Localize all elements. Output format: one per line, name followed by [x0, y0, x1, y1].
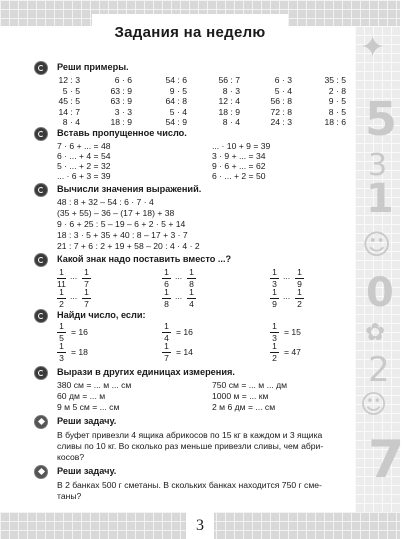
fraction [57, 268, 66, 289]
comparison-dots: ... [175, 271, 183, 281]
fraction-denominator: 2 [297, 299, 302, 309]
decor-digit-3: 3 [368, 148, 388, 183]
s1-example: 12 : 3 [58, 75, 80, 85]
s1-example: 35 : 5 [324, 75, 346, 85]
decor-smiley-icon-2: ☺ [360, 390, 388, 420]
fraction [295, 288, 304, 309]
s1-example: 24 : 3 [270, 117, 292, 127]
section-5-title: Найди число, если: [57, 310, 146, 320]
s2-right-2: 9 · 6 + ... = 62 [212, 161, 266, 171]
s1-example: 5 · 4 [169, 106, 187, 117]
s2-left-0: 7 · 6 + ... = 48 [57, 141, 111, 151]
fraction-denominator: 6 [164, 279, 169, 289]
fraction [82, 288, 91, 309]
s1-example: 6 · 6 [114, 75, 132, 85]
s1-example: 54 : 9 [165, 117, 187, 127]
fraction [187, 288, 196, 309]
s1-example: 64 : 8 [165, 96, 187, 106]
s3-line-0: 48 : 8 + 32 – 54 : 6 · 7 · 4 [57, 197, 154, 207]
fraction-denominator: 11 [57, 279, 66, 289]
s1-example: 9 · 5 [328, 96, 346, 106]
s3-line-2: 9 · 6 + 25 : 5 – 19 – 6 + 2 · 5 + 14 [57, 219, 186, 229]
s6-right-2: 2 м 6 дм = ... см [212, 402, 276, 412]
fraction [162, 268, 171, 289]
fraction-numerator: 1 [84, 267, 89, 277]
fraction-denominator: 3 [272, 279, 277, 289]
s1-example: 2 · 8 [328, 85, 346, 96]
s6-left-0: 380 см = ... м ... см [57, 380, 132, 390]
fraction-denominator: 7 [84, 279, 89, 289]
fraction-numerator: 1 [189, 287, 194, 297]
s2-right-3: 6 · ... + 2 = 50 [212, 171, 266, 181]
fraction-numerator: 1 [164, 267, 169, 277]
s2-left-3: ... · 6 + 3 = 39 [57, 171, 111, 181]
s1-example: 56 : 8 [270, 96, 292, 106]
equation-value: = 47 [284, 347, 301, 357]
fraction-numerator: 1 [84, 287, 89, 297]
comparison-dots: ... [283, 291, 291, 301]
s1-example: 8 · 4 [62, 117, 80, 127]
fraction-denominator: 5 [59, 333, 64, 343]
fraction-denominator: 9 [272, 299, 277, 309]
fraction-numerator: 1 [272, 321, 277, 331]
section-8-title: Реши задачу. [57, 466, 117, 476]
fraction-numerator: 1 [297, 267, 302, 277]
fraction [57, 288, 66, 309]
s2-left-1: 6 · ... + 4 = 54 [57, 151, 111, 161]
decor-star-icon: ✦ [360, 30, 386, 65]
fraction [270, 288, 279, 309]
fraction [162, 322, 171, 343]
fraction-numerator: 1 [164, 287, 169, 297]
fraction-denominator: 3 [272, 333, 277, 343]
section-3-swirl-icon [34, 183, 48, 197]
fraction [270, 342, 279, 363]
s6-right-1: 1000 м = ... км [212, 391, 269, 401]
fraction-numerator: 1 [164, 321, 169, 331]
fraction-numerator: 1 [272, 267, 277, 277]
fraction-numerator: 1 [297, 287, 302, 297]
fraction-denominator: 4 [164, 333, 169, 343]
fraction-numerator: 1 [164, 341, 169, 351]
fraction-numerator: 1 [59, 267, 64, 277]
s3-line-4: 21 : 7 + 6 : 2 + 19 + 58 – 20 : 4 · 4 · 2 [57, 241, 200, 251]
s1-example: 56 : 7 [218, 75, 240, 85]
comparison-dots: ... [70, 291, 78, 301]
section-6-title: Вырази в других единицах измерения. [57, 367, 235, 377]
section-7-diamond-icon [34, 415, 48, 429]
fraction-numerator: 1 [272, 341, 277, 351]
section-2-title: Вставь пропущенное число. [57, 128, 187, 138]
s8-line-1: таны? [57, 491, 82, 501]
s1-example: 12 : 4 [218, 96, 240, 106]
s1-example: 3 · 3 [114, 106, 132, 117]
section-8-diamond-icon [34, 465, 48, 479]
fraction-denominator: 2 [272, 353, 277, 363]
fraction [57, 342, 66, 363]
fraction-denominator: 7 [164, 353, 169, 363]
fraction-denominator: 8 [164, 299, 169, 309]
s3-line-3: 18 : 3 · 5 + 35 + 40 : 8 – 17 + 3 · 7 [57, 230, 188, 240]
fraction-denominator: 2 [59, 299, 64, 309]
s1-example: 63 : 9 [110, 96, 132, 106]
s1-example: 45 : 5 [58, 96, 80, 106]
s6-right-0: 750 см = ... м ... дм [212, 380, 288, 390]
equation-value: = 14 [176, 347, 193, 357]
decor-digit-0: 0 [366, 270, 394, 316]
s3-line-1: (35 + 55) – 36 – (17 + 18) + 38 [57, 208, 175, 218]
section-5-swirl-icon [34, 309, 48, 323]
page-title: Задания на неделю [114, 24, 266, 41]
s7-line-2: косов? [57, 452, 85, 462]
s2-right-0: ... · 10 + 9 = 39 [212, 141, 271, 151]
fraction [187, 268, 196, 289]
decor-digit-5: 5 [365, 92, 398, 146]
s8-line-0: В 2 банках 500 г сметаны. В скольких банках находится 750 г сме- [57, 480, 322, 490]
s6-left-1: 60 дм = ... м [57, 391, 106, 401]
equation-value: = 15 [284, 327, 301, 337]
comparison-dots: ... [283, 271, 291, 281]
equation-value: = 18 [71, 347, 88, 357]
s1-example: 6 · 3 [274, 75, 292, 85]
s1-example: 14 : 7 [58, 106, 80, 117]
fraction-numerator: 1 [272, 287, 277, 297]
s1-example: 8 · 4 [222, 117, 240, 127]
fraction-numerator: 1 [59, 321, 64, 331]
s1-example: 8 · 3 [222, 85, 240, 96]
s1-example: 18 : 6 [324, 117, 346, 127]
fraction-denominator: 4 [189, 299, 194, 309]
s7-line-0: В буфет привезли 4 ящика абрикосов по 15 кг в каждом и 3 ящика [57, 430, 323, 440]
s1-example: 72 : 8 [270, 106, 292, 117]
fraction [162, 342, 171, 363]
section-6-swirl-icon [34, 366, 48, 380]
comparison-dots: ... [175, 291, 183, 301]
section-1-title: Реши примеры. [57, 62, 129, 72]
section-4-title: Какой знак надо поставить вместо ...? [57, 254, 232, 264]
section-3-title: Вычисли значения выражений. [57, 184, 202, 194]
s1-example: 5 · 5 [62, 85, 80, 96]
section-1-swirl-icon [34, 61, 48, 75]
fraction [162, 288, 171, 309]
fraction-denominator: 7 [84, 299, 89, 309]
s1-example: 5 · 4 [274, 85, 292, 96]
fraction-denominator: 8 [189, 279, 194, 289]
s1-example: 9 · 5 [169, 85, 187, 96]
s6-left-2: 9 м 5 см = ... см [57, 402, 120, 412]
fraction-denominator: 9 [297, 279, 302, 289]
fraction [57, 322, 66, 343]
page-number: 3 [186, 512, 214, 539]
fraction-denominator: 3 [59, 353, 64, 363]
s1-example: 18 : 9 [218, 106, 240, 117]
s1-example: 8 · 5 [328, 106, 346, 117]
fraction-numerator: 1 [189, 267, 194, 277]
s2-right-1: 3 · 9 + ... = 34 [212, 151, 266, 161]
section-7-title: Реши задачу. [57, 416, 117, 426]
s1-example: 54 : 6 [165, 75, 187, 85]
decor-digit-2: 2 [368, 350, 390, 390]
fraction-numerator: 1 [59, 341, 64, 351]
s1-example: 18 : 9 [110, 117, 132, 127]
decor-digit-1: 1 [366, 176, 394, 222]
decor-digit-7: 7 [368, 430, 404, 490]
fraction [295, 268, 304, 289]
s7-line-1: сливы по 10 кг. Во сколько раз меньше привезли сливы, чем абри- [57, 441, 324, 451]
fraction [270, 268, 279, 289]
fraction [270, 322, 279, 343]
comparison-dots: ... [70, 271, 78, 281]
section-2-swirl-icon [34, 127, 48, 141]
s2-left-2: 5 · ... + 2 = 32 [57, 161, 111, 171]
s1-example: 63 : 9 [110, 85, 132, 96]
fraction [82, 268, 91, 289]
equation-value: = 16 [71, 327, 88, 337]
section-4-swirl-icon [34, 253, 48, 267]
decor-flower-icon: ✿ [365, 318, 386, 346]
fraction-numerator: 1 [59, 287, 64, 297]
equation-value: = 16 [176, 327, 193, 337]
decor-smiley-icon: ☺ [362, 228, 392, 261]
